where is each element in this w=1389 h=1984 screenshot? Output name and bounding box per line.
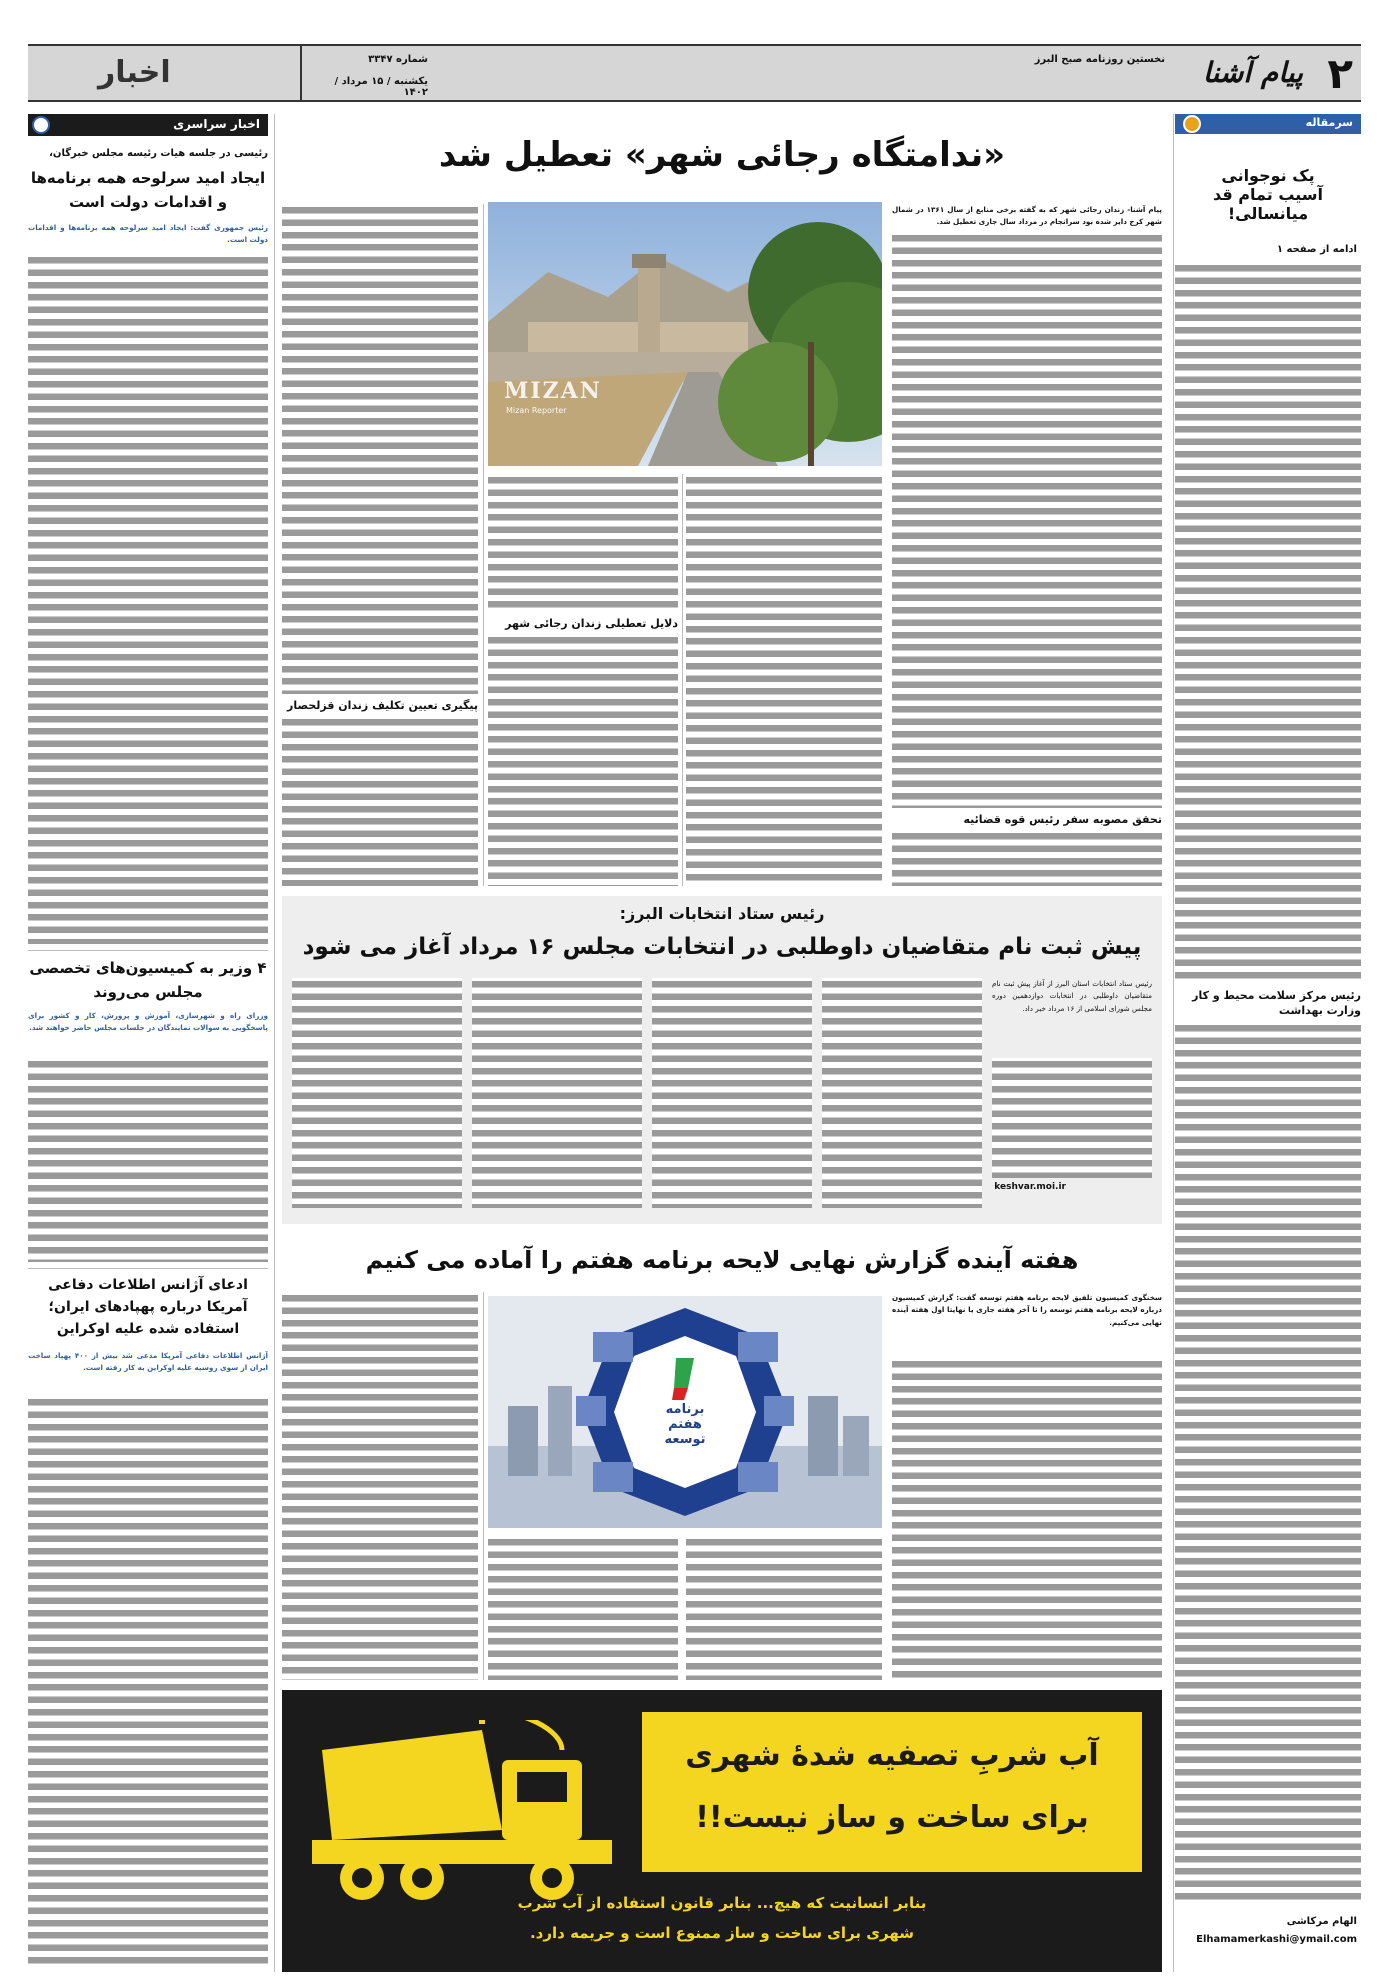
ad-footer-line1: بنابر انسانیت که هیچ... بنابر قانون استفاده از آب شرب: [517, 1894, 927, 1912]
section-name: اخبار: [98, 55, 171, 90]
rule: [483, 204, 484, 886]
main-story-sub3: پیگیری تعیین تکلیف زندان قزلحصار: [287, 699, 478, 712]
sidebar-story1-kicker: رئیسی در جلسه هیات رئیسه مجلس خبرگان،: [49, 148, 268, 159]
editorial-label-bar: [1175, 114, 1361, 134]
rule: [483, 1292, 484, 1680]
election-col3-body: [652, 978, 812, 1208]
election-kicker: رئیس ستاد انتخابات البرز:: [619, 904, 825, 923]
plan-badge-text: برنامه هفتم توسعه: [664, 1402, 706, 1447]
election-headline: پیش ثبت نام متقاضیان داوطلبی در انتخابات مجلس ۱۶ مرداد آغاز می شود: [302, 934, 1142, 960]
election-story-box: [282, 896, 1162, 1224]
column-rule-right: [1173, 114, 1174, 1972]
editorial-column: [1175, 114, 1361, 1972]
photo-credit: Mizan Reporter: [506, 406, 567, 415]
calendar-icon: [32, 116, 50, 134]
plan-headline: هفته آینده گزارش نهایی لایحه برنامه هفتم را آماده می کنیم: [365, 1246, 1079, 1274]
eye-icon: [1183, 115, 1201, 133]
main-story-sub1: تحقق مصوبه سفر رئیس قوه قضائیه: [963, 813, 1162, 826]
election-col5-body: [292, 978, 462, 1208]
election-col4-body: [472, 978, 642, 1208]
plan-col1-body: [892, 1358, 1162, 1680]
page-header: [28, 44, 1361, 102]
main-story-lead: پیام آشنا- زندان رجائی شهر که به گفته برخی منابع از سال ۱۳۶۱ در شمال شهر کرج دایر شده بود سرانجام در مرداد سال جاری تعطیل شد.: [892, 205, 1162, 227]
plan-col3-body: [488, 1536, 678, 1680]
main-story-col4-body-2: [282, 716, 478, 886]
main-story-col3-body-2: [488, 634, 678, 886]
issue-number: شماره ۳۳۴۷: [368, 54, 428, 65]
main-story-col4-body: [282, 204, 478, 694]
header-divider: [300, 46, 302, 100]
photo-watermark: MIZAN: [504, 378, 602, 404]
ad-footer-line2: شهری برای ساخت و ساز ممنوع است و جریمه دارد.: [529, 1924, 914, 1942]
plan-col4-body: [282, 1292, 478, 1680]
water-ad: [282, 1690, 1162, 1972]
election-site-link[interactable]: keshvar.moi.ir: [994, 1182, 1066, 1192]
rule: [682, 474, 683, 886]
sidebar-label-bar: [28, 114, 268, 136]
sidebar-story1-body: [28, 254, 268, 944]
ad-line2: برای ساخت و ساز نیست!!: [695, 1800, 1089, 1835]
left-sidebar: [28, 114, 268, 1972]
main-story-sub2: دلایل تعطیلی زندان رجائی شهر: [505, 617, 678, 630]
editorial-title: پک نوجوانی آسیب تمام قد میانسالی!: [1212, 166, 1323, 223]
main-story-col1-body-2: [892, 830, 1162, 886]
main-story-photo: [488, 202, 882, 466]
plan-col2-body: [686, 1536, 882, 1680]
column-rule-left: [274, 114, 275, 1972]
sidebar-story1-lead: رئیس جمهوری گفت: ایجاد امید سرلوحه همه برنامه‌ها و اقدامات دولت است.: [28, 223, 268, 245]
sidebar-story1-headline: ایجاد امید سرلوحه همه برنامه‌ها و اقدامات دولت است: [30, 169, 266, 211]
author-email[interactable]: Elhamamerkashi@ymail.com: [1196, 1934, 1357, 1945]
rule: [28, 1268, 268, 1269]
main-headline: «ندامتگاه رجائی شهر» تعطیل شد: [438, 135, 1006, 175]
election-col2-body: [822, 978, 982, 1208]
issue-date: یکشنبه / ۱۵ مرداد / ۱۴۰۲: [334, 76, 428, 98]
ad-headline-box: [642, 1712, 1142, 1872]
editorial-author: الهام مرکاشی: [1286, 1916, 1357, 1927]
continued-note: ادامه از صفحه ۱: [1276, 244, 1357, 255]
sidebar-label: اخبار سراسری: [173, 117, 260, 131]
plan-intro: سخنگوی کمیسیون تلفیق لایحه برنامه هفتم توسعه گفت: گزارش کمیسیون درباره لایحه برنامه هفتم توسعه را تا آخر هفته جاری یا نهایتا اول هفته آینده نهایی می‌کنیم.: [892, 1293, 1162, 1327]
sidebar-story3-headline: ادعای آژانس اطلاعات دفاعی آمریکا درباره پهپادهای ایران؛ استفاده شده علیه اوکراین: [48, 1277, 248, 1337]
sidebar-story2-headline: ۴ وزیر به کمیسیون‌های تخصصی مجلس می‌روند: [29, 959, 267, 1001]
election-intro: رئیس ستاد انتخابات استان البرز از آغاز پیش ثبت نام متقاضیان داوطلبی در انتخابات دوازدهمین دوره مجلس شورای اسلامی از ۱۶ مرداد خبر داد.: [992, 979, 1152, 1013]
main-story-col3-body: [488, 474, 678, 612]
page-number: ۲: [1327, 49, 1353, 98]
editorial-label: سرمقاله: [1305, 116, 1353, 129]
editorial-subhead: رئیس مرکز سلامت محیط و کار وزارت بهداشت: [1192, 989, 1361, 1017]
newspaper-logo: پیام آشنا: [1202, 56, 1303, 89]
mixer-truck-icon: [302, 1720, 632, 1910]
prison-photo-illustration: [488, 202, 882, 466]
main-story-col1-body: [892, 232, 1162, 808]
plan-infographic: [488, 1296, 882, 1528]
editorial-body-2: [1175, 1022, 1361, 1902]
editorial-body-1: [1175, 262, 1361, 982]
sidebar-story3-lead: آژانس اطلاعات دفاعی آمریکا مدعی شد بیش از ۴۰۰ پهپاد ساخت ایران از سوی روسیه علیه اوکراین به کار رفته است.: [28, 1351, 268, 1373]
election-col1-body: [992, 1058, 1152, 1178]
sidebar-story2-body: [28, 1058, 268, 1262]
ad-line1: آب شربِ تصفیه شدهٔ شهری: [685, 1738, 1099, 1773]
sidebar-story2-lead: وزرای راه و شهرسازی، آموزش و پرورش، کار و کشور برای پاسخگویی به سوالات نمایندگان در جلسات مجلس حاضر خواهند شد.: [28, 1011, 268, 1033]
sidebar-story3-body: [28, 1396, 268, 1966]
rule: [28, 950, 268, 951]
main-story-col2-body: [686, 474, 882, 886]
tagline: نخستین روزنامه صبح البرز: [1034, 54, 1165, 65]
